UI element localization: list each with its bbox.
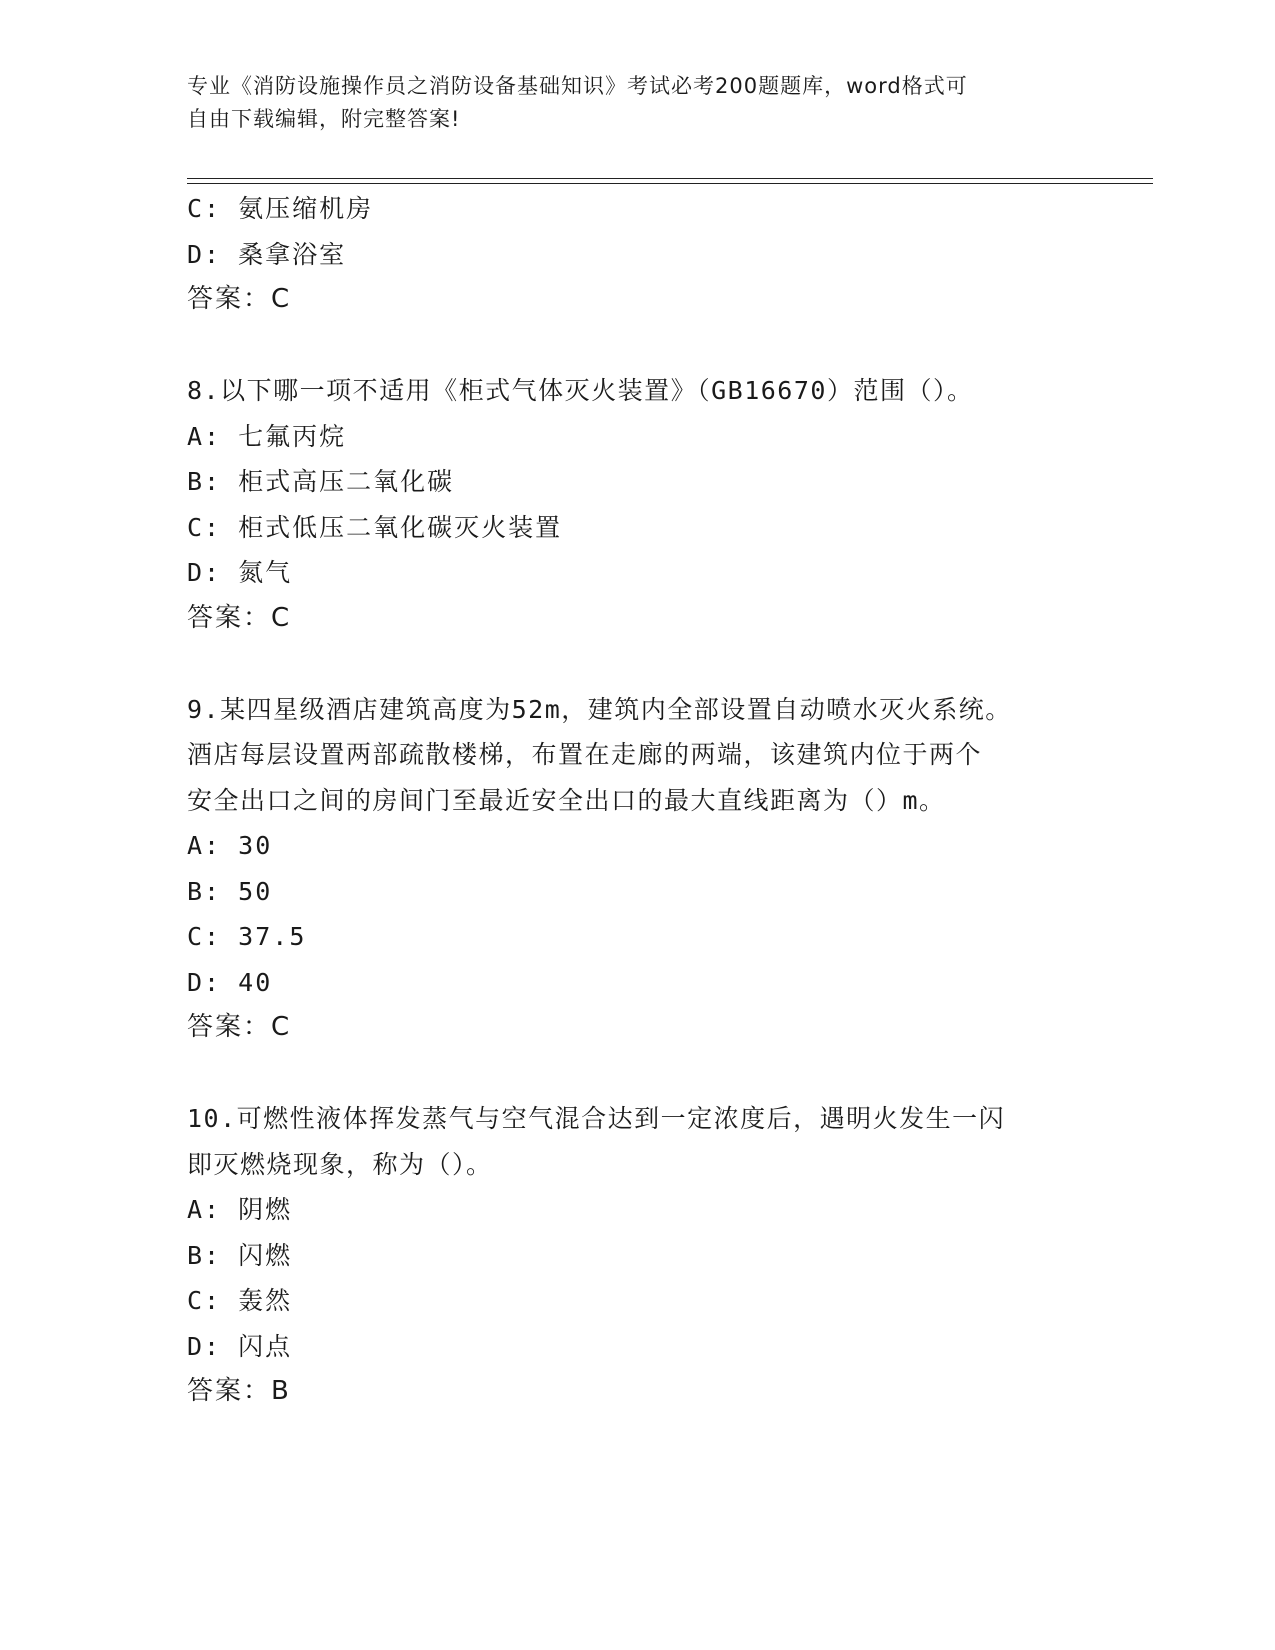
option-text: 轰然 bbox=[238, 1286, 293, 1315]
document-header bbox=[187, 70, 1067, 136]
option-letter: C: bbox=[187, 1286, 222, 1315]
option-text: 柜式高压二氧化碳 bbox=[238, 467, 455, 496]
option-d bbox=[187, 960, 1087, 1006]
option-b bbox=[187, 459, 1087, 505]
option-b bbox=[187, 869, 1087, 915]
option-c bbox=[187, 186, 1087, 232]
option-text: 七氟丙烷 bbox=[238, 421, 347, 451]
option-c bbox=[187, 505, 1087, 551]
answer-line: 答案：B bbox=[187, 1376, 291, 1406]
option-letter: C: bbox=[187, 922, 222, 951]
option-letter: D: bbox=[187, 1331, 222, 1361]
option-d bbox=[187, 550, 1087, 596]
option-text: 氨压缩机房 bbox=[238, 194, 374, 223]
option-a bbox=[187, 414, 1087, 460]
option-letter: C: bbox=[187, 194, 222, 223]
question-9 bbox=[187, 687, 1087, 1051]
option-letter: A: bbox=[187, 831, 222, 860]
answer-line: 答案：C bbox=[187, 1012, 292, 1042]
spacer bbox=[187, 1051, 1087, 1097]
option-text: 50 bbox=[238, 876, 273, 906]
spacer bbox=[187, 323, 1087, 369]
answer-line: 答案：C bbox=[187, 602, 292, 633]
option-text: 柜式低压二氧化碳灭火装置 bbox=[238, 512, 563, 542]
header-line-2: 自由下载编辑，附完整答案! bbox=[187, 107, 461, 131]
option-c bbox=[187, 914, 1087, 960]
option-letter: A: bbox=[187, 421, 222, 451]
option-text: 37.5 bbox=[238, 922, 307, 951]
question-stem-line: 10.可燃性液体挥发蒸气与空气混合达到一定浓度后，遇明火发生一闪 bbox=[187, 1104, 1006, 1133]
option-text: 闪燃 bbox=[238, 1240, 293, 1270]
option-b bbox=[187, 1233, 1087, 1279]
previous-question-tail bbox=[187, 186, 1087, 323]
question-stem: 8.以下哪一项不适用《柜式气体灭火装置》（GB16670）范围（）。 bbox=[187, 376, 974, 405]
option-text: 阴燃 bbox=[238, 1195, 293, 1224]
option-letter: B: bbox=[187, 1240, 222, 1270]
header-line-1: 专业《消防设施操作员之消防设备基础知识》考试必考200题题库，word格式可 bbox=[187, 74, 968, 98]
option-letter: D: bbox=[187, 558, 222, 587]
question-stem-line: 酒店每层设置两部疏散楼梯，布置在走廊的两端，该建筑内位于两个 bbox=[187, 740, 983, 769]
option-text: 40 bbox=[238, 967, 273, 997]
option-text: 氮气 bbox=[238, 558, 293, 587]
option-text: 30 bbox=[238, 831, 273, 860]
header-divider-top bbox=[187, 178, 1153, 179]
option-letter: D: bbox=[187, 239, 222, 269]
spacer bbox=[187, 641, 1087, 687]
question-10 bbox=[187, 1096, 1087, 1415]
option-letter: B: bbox=[187, 876, 222, 906]
option-a bbox=[187, 823, 1087, 869]
question-stem-line: 安全出口之间的房间门至最近安全出口的最大直线距离为（）m。 bbox=[187, 785, 946, 815]
option-letter: C: bbox=[187, 512, 222, 542]
option-text: 桑拿浴室 bbox=[238, 239, 347, 269]
option-d bbox=[187, 232, 1087, 278]
option-d bbox=[187, 1324, 1087, 1370]
option-c bbox=[187, 1278, 1087, 1324]
option-letter: A: bbox=[187, 1195, 222, 1224]
header-divider-bottom bbox=[187, 183, 1153, 184]
question-stem-line: 即灭燃烧现象，称为（）。 bbox=[187, 1149, 493, 1179]
question-list bbox=[187, 186, 1087, 1415]
option-a bbox=[187, 1187, 1087, 1233]
question-8 bbox=[187, 368, 1087, 641]
option-text: 闪点 bbox=[238, 1331, 293, 1361]
option-letter: D: bbox=[187, 967, 222, 997]
answer-line: 答案：C bbox=[187, 284, 292, 314]
question-stem-line: 9.某四星级酒店建筑高度为52m，建筑内全部设置自动喷水灭火系统。 bbox=[187, 694, 1012, 724]
option-letter: B: bbox=[187, 467, 222, 496]
